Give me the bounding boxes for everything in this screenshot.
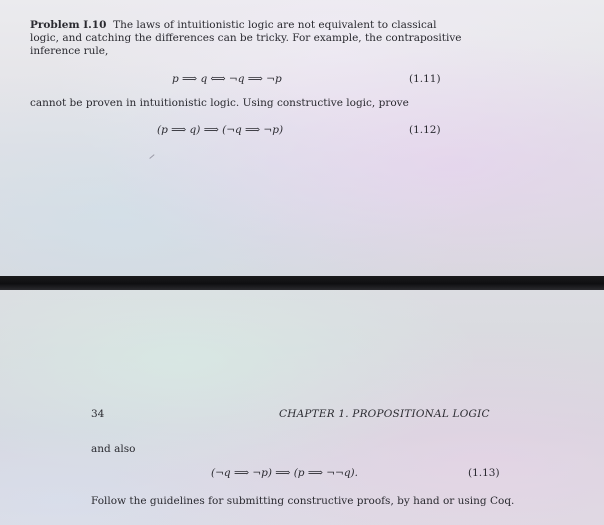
problem-intro-line-3: inference rule, <box>30 45 109 57</box>
lower-page-region <box>0 290 604 525</box>
page-number: 34 <box>91 408 105 420</box>
equation-1-12: (p ⟹ q) ⟹ (¬q ⟹ ¬p) <box>157 124 284 136</box>
stray-pen-mark <box>149 154 154 159</box>
guidelines-text: Follow the guidelines for submitting constructive proofs, by hand or using Coq. <box>91 495 515 507</box>
equation-1-13: (¬q ⟹ ¬p) ⟹ (p ⟹ ¬¬q). <box>211 467 358 479</box>
equation-number-1-13: (1.13) <box>468 467 500 479</box>
problem-middle-text: cannot be proven in intuitionistic logic. Using constructive logic, prove <box>30 97 409 109</box>
equation-1-11: p ⟹ q ⟺ ¬q ⟹ ¬p <box>172 73 282 85</box>
problem-intro-line-2: logic, and catching the differences can be tricky. For example, the contrapositive <box>30 32 462 44</box>
running-header: CHAPTER 1. PROPOSITIONAL LOGIC <box>279 408 490 420</box>
problem-intro-text-1: The laws of intuitionistic logic are not equivalent to classical <box>113 19 437 31</box>
and-also-text: and also <box>91 443 136 455</box>
equation-number-1-12: (1.12) <box>409 124 441 136</box>
screen-bezel-band <box>0 276 604 290</box>
equation-number-1-11: (1.11) <box>409 73 441 85</box>
problem-intro-line-1 <box>30 18 437 32</box>
problem-heading: Problem I.10 <box>30 19 107 31</box>
